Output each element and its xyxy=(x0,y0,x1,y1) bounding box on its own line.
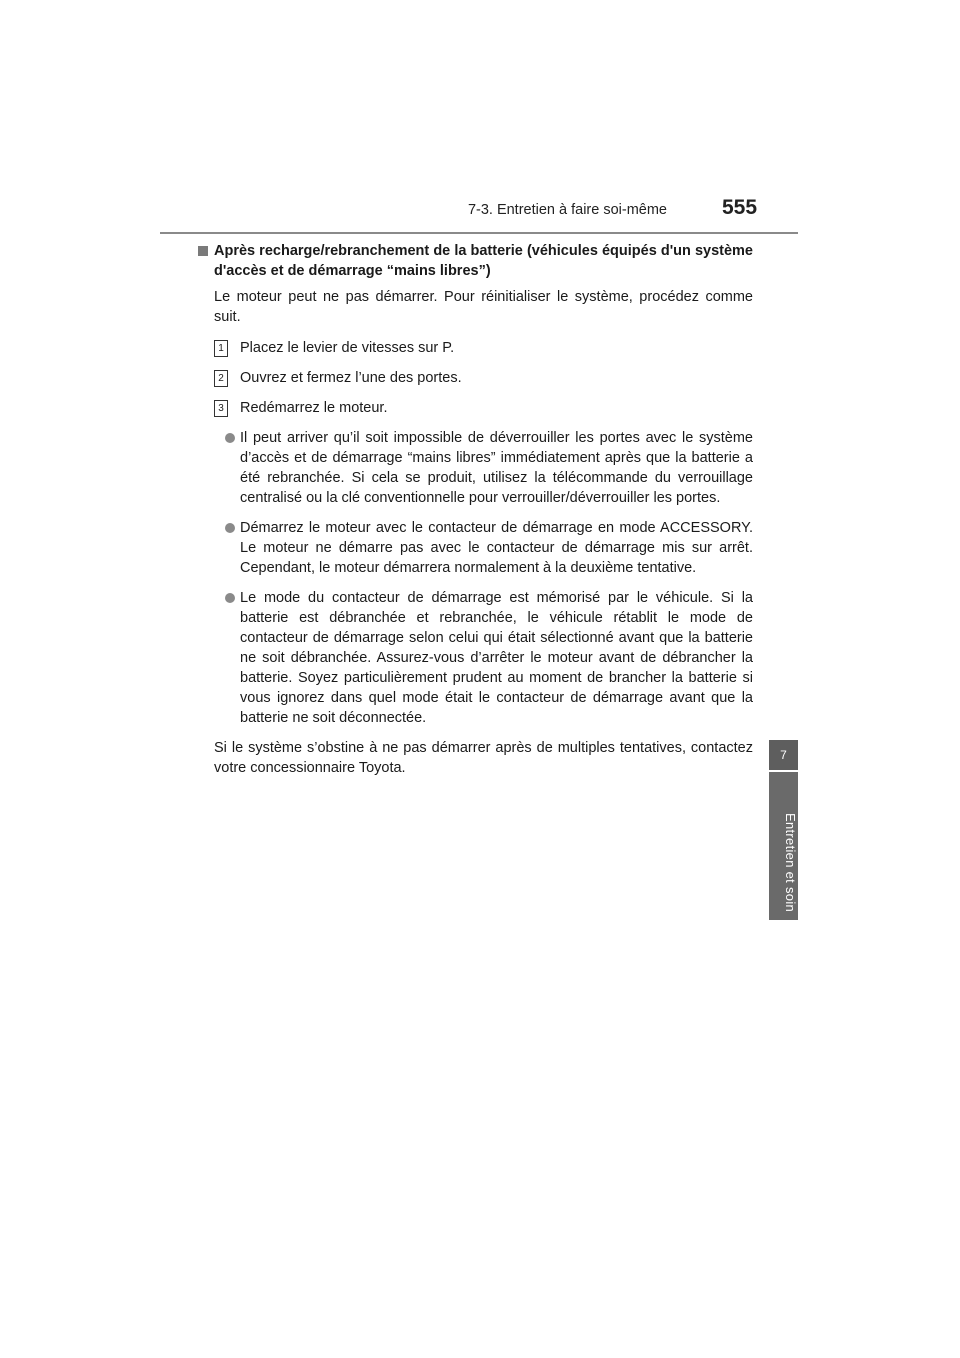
round-bullet-icon xyxy=(225,433,235,443)
square-bullet-icon xyxy=(198,246,208,256)
chapter-tab-title: Entretien et soin xyxy=(769,772,798,920)
section-heading xyxy=(198,241,753,281)
step-number-badge: 3 xyxy=(214,400,228,417)
note-text: Il peut arriver qu’il soit impossible de déverrouiller les portes avec le système d’accès et de démarrage “mains libres” immédiatement après que la batterie a été rebranchée. Si cela se produit, utilisez la télécommande du verrouillage centralisé ou la clé conventionnelle pour verrouiller/déverrouiller les portes. xyxy=(240,430,753,506)
note-item xyxy=(198,588,753,728)
page-number: 555 xyxy=(722,196,758,219)
section-title: 7-3. Entretien à faire soi-même xyxy=(467,202,667,218)
header-divider xyxy=(160,232,798,234)
intro-paragraph: Le moteur peut ne pas démarrer. Pour réinitialiser le système, procédez comme suit. xyxy=(214,289,753,325)
step-item xyxy=(198,338,753,358)
round-bullet-icon xyxy=(225,593,235,603)
step-item xyxy=(198,368,753,388)
section-heading-text: Après recharge/rebranchement de la batterie (véhicules équipés d'un système d'accès et de démarrage “mains libres”) xyxy=(214,243,753,279)
closing-paragraph: Si le système s’obstine à ne pas démarrer après de multiples tentatives, contactez votre concessionnaire Toyota. xyxy=(214,740,753,776)
step-item xyxy=(198,398,753,418)
note-item xyxy=(198,428,753,508)
note-text: Démarrez le moteur avec le contacteur de démarrage en mode ACCESSORY. Le moteur ne démarre pas avec le contacteur de démarrage mis sur arrêt. Cependant, le moteur démarrera normalement à la deuxième tentative. xyxy=(240,520,753,576)
step-text: Ouvrez et fermez l’une des portes. xyxy=(240,370,462,386)
chapter-tab-number: 7 xyxy=(769,740,798,770)
step-number-badge: 1 xyxy=(214,340,228,357)
step-text: Placez le levier de vitesses sur P. xyxy=(240,340,455,356)
step-number-badge: 2 xyxy=(214,370,228,387)
round-bullet-icon xyxy=(225,523,235,533)
step-text: Redémarrez le moteur. xyxy=(240,400,388,416)
page-content xyxy=(198,241,753,778)
note-item xyxy=(198,518,753,578)
note-text: Le mode du contacteur de démarrage est mémorisé par le véhicule. Si la batterie est débranchée et rebranchée, le véhicule rétablit le mode de contacteur de démarrage selon celui qui était sélectionné avant que la batterie ne soit débranchée. Assurez-vous d’arrêter le moteur avant de débrancher la batterie. Soyez particulièrement prudent au moment de brancher la batterie si vous ignorez dans quel mode était le contacteur de démarrage avant que la batterie ne soit déconnectée. xyxy=(240,590,753,726)
